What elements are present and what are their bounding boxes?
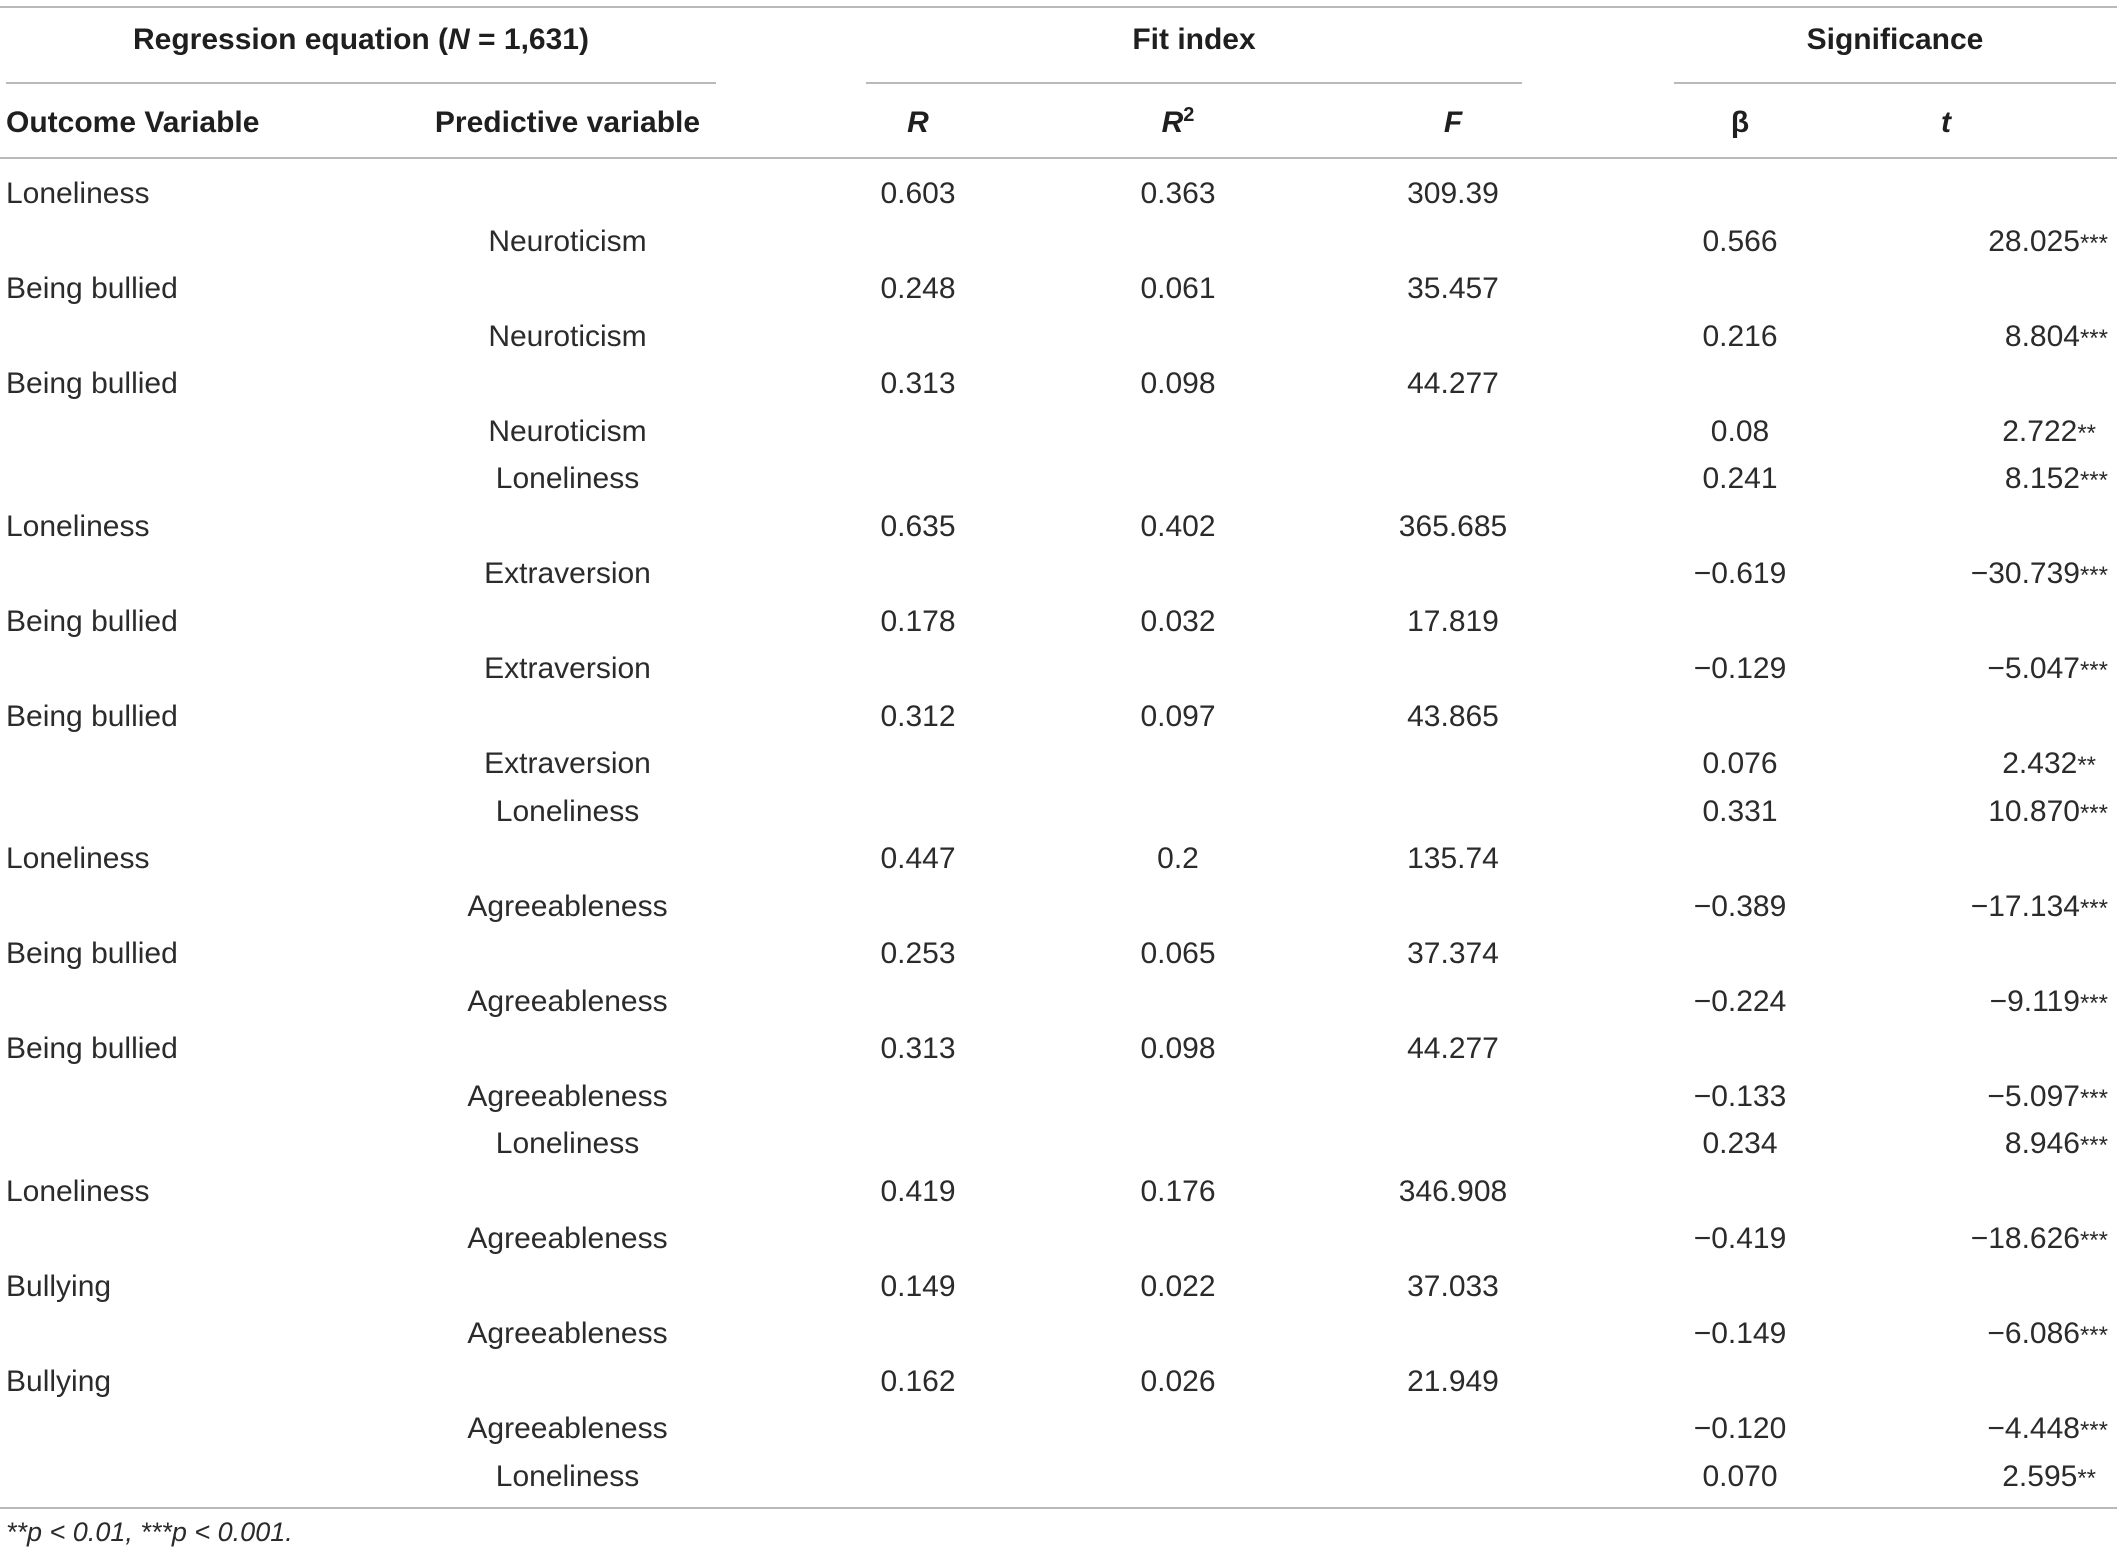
cell-f: 37.374	[1407, 937, 1499, 970]
cell-predictor: Extraversion	[484, 557, 651, 590]
cell-t-value: −9.119	[1989, 985, 2080, 1018]
column-header-outcome: Outcome Variable	[6, 106, 260, 139]
cell-beta: 0.234	[1702, 1127, 1778, 1160]
cell-predictor: Extraversion	[484, 747, 651, 780]
cell-t-significance-stars: ***	[2079, 800, 2108, 827]
cell-beta: 0.070	[1702, 1460, 1778, 1493]
cell-outcome: Being bullied	[6, 937, 178, 970]
cell-outcome: Loneliness	[6, 1175, 150, 1208]
cell-r: 0.149	[880, 1270, 956, 1303]
cell-t	[2002, 744, 2108, 786]
cell-r-squared: 0.022	[1140, 1270, 1216, 1303]
column-header-r: R	[907, 106, 929, 139]
cell-t	[1971, 887, 2108, 929]
cell-r: 0.178	[880, 605, 956, 638]
cell-r-squared: 0.363	[1140, 177, 1216, 210]
cell-t-significance-stars: ***	[2079, 467, 2108, 494]
cell-r: 0.248	[880, 272, 956, 305]
column-header-r-squared-base: R	[1161, 106, 1184, 139]
cell-f: 135.74	[1407, 842, 1499, 875]
cell-t-value: 8.152	[2004, 462, 2080, 495]
cell-t-significance-stars: **	[2077, 420, 2096, 447]
cell-beta: −0.419	[1693, 1222, 1787, 1255]
cell-r: 0.312	[880, 700, 956, 733]
cell-predictor: Agreeableness	[467, 1317, 668, 1350]
cell-t-value: −30.739	[1970, 557, 2080, 590]
cell-f: 37.033	[1407, 1270, 1499, 1303]
cell-t-significance-stars: **	[2077, 752, 2096, 779]
cell-beta: −0.133	[1693, 1080, 1787, 1113]
cell-t	[2005, 1124, 2108, 1166]
cell-t	[1988, 222, 2108, 264]
cell-r-squared: 0.402	[1140, 510, 1216, 543]
cell-predictor: Neuroticism	[488, 320, 647, 353]
cell-r: 0.162	[880, 1365, 956, 1398]
column-header-r-squared	[1078, 103, 1278, 143]
cell-t	[1988, 792, 2108, 834]
cell-t-value: 2.595	[2002, 1460, 2078, 1493]
column-header-beta: β	[1730, 106, 1750, 139]
cell-predictor: Neuroticism	[488, 225, 647, 258]
group-header-regression	[6, 20, 716, 60]
cell-t	[1987, 1409, 2108, 1451]
cell-t	[1987, 1314, 2108, 1356]
cell-r-squared: 0.098	[1140, 1032, 1216, 1065]
group-header-regression-suffix: = 1,631)	[469, 23, 589, 56]
cell-predictor: Agreeableness	[467, 985, 668, 1018]
cell-t-value: 2.722	[2002, 415, 2078, 448]
cell-predictor: Agreeableness	[467, 1222, 668, 1255]
cell-beta: −0.224	[1693, 985, 1787, 1018]
cell-beta: 0.216	[1702, 320, 1778, 353]
cell-t	[1987, 1077, 2108, 1119]
cell-beta: −0.129	[1693, 652, 1787, 685]
cell-r: 0.253	[880, 937, 956, 970]
cell-r: 0.603	[880, 177, 956, 210]
cell-outcome: Loneliness	[6, 177, 150, 210]
cell-r-squared: 0.026	[1140, 1365, 1216, 1398]
cell-r: 0.635	[880, 510, 956, 543]
cell-t-significance-stars: ***	[2079, 1132, 2108, 1159]
cell-t-value: −5.047	[1987, 652, 2080, 685]
cell-t-value: −18.626	[1970, 1222, 2080, 1255]
cell-beta: 0.076	[1702, 747, 1778, 780]
table-footnote: **p < 0.01, ***p < 0.001.	[6, 1517, 293, 1547]
cell-r: 0.447	[880, 842, 956, 875]
cell-f: 43.865	[1407, 700, 1499, 733]
cell-beta: 0.566	[1702, 225, 1778, 258]
cell-outcome: Loneliness	[6, 842, 150, 875]
column-header-t: t	[1941, 106, 1951, 139]
group-rule-fit-index	[866, 82, 1522, 84]
cell-t-significance-stars: ***	[2079, 1417, 2108, 1444]
cell-f: 44.277	[1407, 1032, 1499, 1065]
cell-t-significance-stars: ***	[2079, 895, 2108, 922]
cell-beta: −0.120	[1693, 1412, 1787, 1445]
cell-predictor: Loneliness	[495, 1127, 640, 1160]
group-rule-significance	[1674, 82, 2116, 84]
cell-beta: 0.241	[1702, 462, 1778, 495]
cell-r-squared: 0.176	[1140, 1175, 1216, 1208]
cell-r-squared: 0.2	[1157, 842, 1199, 875]
cell-predictor: Loneliness	[495, 462, 640, 495]
cell-t-value: −5.097	[1987, 1080, 2080, 1113]
cell-outcome: Bullying	[6, 1270, 112, 1303]
cell-f: 44.277	[1407, 367, 1499, 400]
cell-t-significance-stars: **	[2077, 1465, 2096, 1492]
cell-r: 0.313	[880, 1032, 956, 1065]
cell-f: 21.949	[1407, 1365, 1499, 1398]
group-header-regression-prefix: Regression equation (	[133, 23, 449, 56]
cell-t-significance-stars: ***	[2079, 1085, 2108, 1112]
cell-outcome: Being bullied	[6, 272, 178, 305]
cell-r-squared: 0.061	[1140, 272, 1216, 305]
cell-predictor: Agreeableness	[467, 890, 668, 923]
cell-t	[2005, 317, 2108, 359]
cell-beta: −0.619	[1693, 557, 1787, 590]
cell-predictor: Loneliness	[495, 795, 640, 828]
cell-predictor: Neuroticism	[488, 415, 647, 448]
cell-t-significance-stars: ***	[2079, 230, 2108, 257]
cell-t-value: −6.086	[1987, 1317, 2080, 1350]
cell-outcome: Being bullied	[6, 1032, 178, 1065]
cell-predictor: Agreeableness	[467, 1412, 668, 1445]
cell-t-value: −17.134	[1970, 890, 2080, 923]
column-header-r-squared-sup: 2	[1183, 104, 1195, 126]
cell-f: 35.457	[1407, 272, 1499, 305]
cell-t-value: 10.870	[1988, 795, 2080, 828]
cell-t-value: 8.946	[2004, 1127, 2080, 1160]
cell-t-value: 8.804	[2004, 320, 2080, 353]
table-bottom-rule	[0, 1507, 2117, 1509]
cell-t-significance-stars: ***	[2079, 1227, 2108, 1254]
cell-beta: −0.149	[1693, 1317, 1787, 1350]
cell-r-squared: 0.098	[1140, 367, 1216, 400]
cell-t	[2005, 459, 2108, 501]
cell-r: 0.419	[880, 1175, 956, 1208]
cell-r: 0.313	[880, 367, 956, 400]
cell-f: 309.39	[1407, 177, 1499, 210]
group-header-fit-index: Fit index	[1132, 23, 1256, 56]
cell-t-value: −4.448	[1987, 1412, 2080, 1445]
cell-t-value: 28.025	[1988, 225, 2080, 258]
cell-t-significance-stars: ***	[2079, 657, 2108, 684]
cell-f: 346.908	[1398, 1175, 1508, 1208]
cell-t-value: 2.432	[2002, 747, 2078, 780]
group-rule-regression	[6, 82, 716, 84]
cell-outcome: Being bullied	[6, 367, 178, 400]
cell-predictor: Loneliness	[495, 1460, 640, 1493]
cell-t	[1987, 649, 2108, 691]
cell-f: 365.685	[1398, 510, 1508, 543]
cell-beta: 0.08	[1710, 415, 1770, 448]
cell-t-significance-stars: ***	[2079, 1322, 2108, 1349]
cell-t-significance-stars: ***	[2079, 990, 2108, 1017]
table-top-rule	[0, 6, 2117, 8]
cell-predictor: Extraversion	[484, 652, 651, 685]
cell-predictor: Agreeableness	[467, 1080, 668, 1113]
cell-t	[2002, 412, 2108, 454]
cell-beta: −0.389	[1693, 890, 1787, 923]
cell-outcome: Being bullied	[6, 700, 178, 733]
cell-outcome: Loneliness	[6, 510, 150, 543]
cell-outcome: Bullying	[6, 1365, 112, 1398]
group-header-significance: Significance	[1806, 23, 1984, 56]
cell-r-squared: 0.065	[1140, 937, 1216, 970]
cell-t-significance-stars: ***	[2079, 562, 2108, 589]
cell-t	[1990, 982, 2108, 1024]
column-header-f: F	[1443, 106, 1463, 139]
cell-t	[1971, 554, 2108, 596]
cell-r-squared: 0.032	[1140, 605, 1216, 638]
column-header-predictive: Predictive variable	[434, 106, 701, 139]
table-header-rule	[0, 157, 2117, 159]
cell-f: 17.819	[1407, 605, 1499, 638]
cell-r-squared: 0.097	[1140, 700, 1216, 733]
cell-t-significance-stars: ***	[2079, 325, 2108, 352]
cell-beta: 0.331	[1702, 795, 1778, 828]
cell-t	[1971, 1219, 2108, 1261]
cell-outcome: Being bullied	[6, 605, 178, 638]
cell-t	[2002, 1457, 2108, 1499]
group-header-regression-n: N	[448, 23, 470, 56]
